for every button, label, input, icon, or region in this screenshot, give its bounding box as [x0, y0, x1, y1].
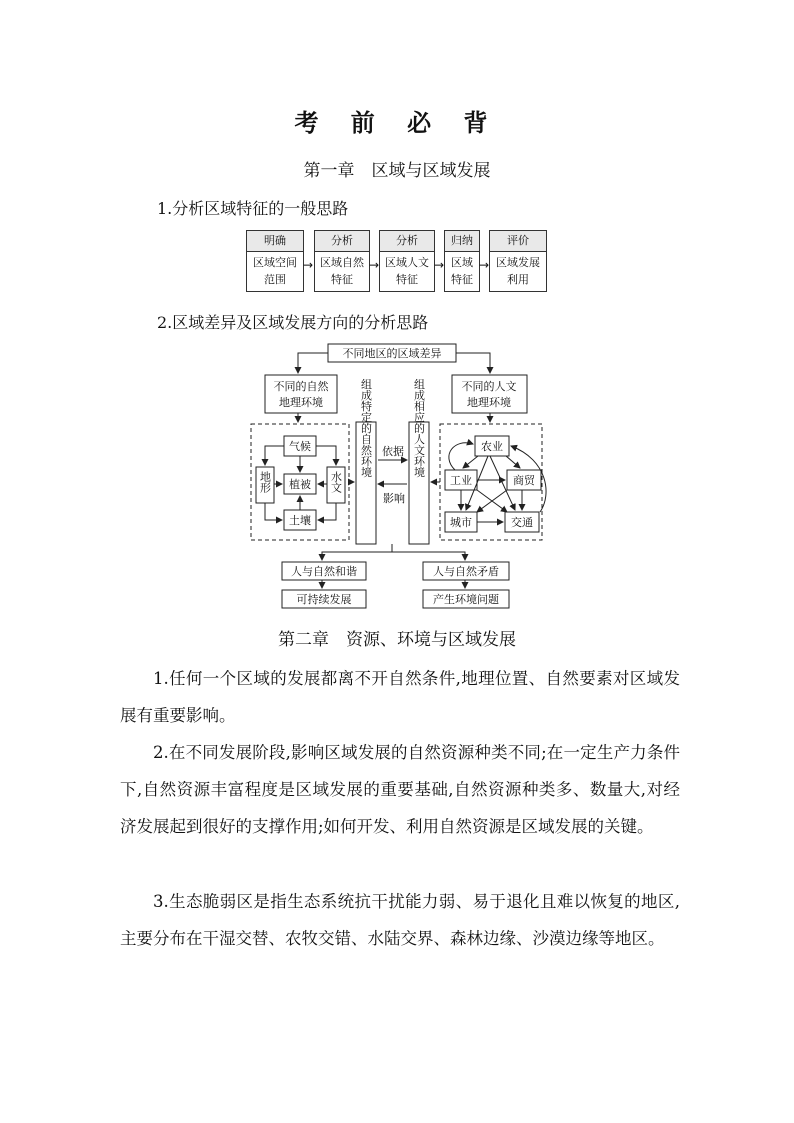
flow-step-body: 区域人文 — [385, 256, 429, 269]
flow-step-body: 特征 — [451, 273, 473, 286]
flow-step-body: 利用 — [507, 273, 529, 286]
chapter1-item2: 2.区域差异及区域发展方向的分析思路 — [157, 313, 429, 332]
mid-left-label: 组成特定的自然环境 — [359, 378, 373, 478]
chapter2-heading: 第二章 资源、环境与区域发展 — [278, 630, 516, 650]
chapter1-heading: 第一章 区域与区域发展 — [303, 161, 491, 181]
arrow-right-icon: → — [303, 258, 314, 272]
left-env-label1: 不同的自然 — [273, 380, 329, 393]
right-env-label2: 地理环境 — [467, 396, 511, 409]
chapter1-item1: 1.分析区域特征的一般思路 — [157, 199, 349, 218]
arrow-right-icon: → — [434, 258, 445, 272]
commerce-label: 商贸 — [513, 474, 535, 487]
flow-step-head: 明确 — [247, 231, 303, 252]
sustainable-label: 可持续发展 — [296, 593, 352, 606]
arrow-right-icon: → — [479, 258, 490, 272]
right-env-label1: 不同的人文 — [461, 380, 517, 393]
mid-right-label: 组成相应的人文环境 — [412, 378, 426, 478]
flow-step-body: 特征 — [396, 273, 418, 286]
chapter2-paragraph-1: 1.任何一个区域的发展都离不开自然条件,地理位置、自然要素对区域发展有重要影响。 — [120, 669, 680, 725]
harmony-label: 人与自然和谐 — [291, 565, 357, 578]
conflict-label: 人与自然矛盾 — [433, 565, 499, 578]
left-env-label2: 地理环境 — [279, 396, 323, 409]
city-label: 城市 — [450, 516, 472, 529]
agriculture-label: 农业 — [481, 440, 503, 453]
arrow-right-icon: → — [369, 258, 380, 272]
flow-step-body: 区域发展 — [496, 256, 540, 269]
chapter2-paragraph-3: 3.生态脆弱区是指生态系统抗干扰能力弱、易于退化且难以恢复的地区,主要分布在干湿交替、农牧交错、水陆交界、森林边缘、沙漠边缘等地区。 — [120, 892, 680, 948]
traffic-label: 交通 — [511, 516, 533, 529]
flow-step-body: 区域自然 — [320, 256, 364, 269]
flow-step-head: 归纳 — [445, 231, 479, 252]
flow-step-body: 区域 — [451, 256, 473, 269]
climate-label: 气候 — [289, 440, 311, 453]
influence-label: 影响 — [383, 492, 405, 505]
top-label: 不同地区的区域差异 — [342, 347, 442, 360]
soil-label: 土壤 — [289, 514, 311, 527]
hydrology-label: 水文 — [329, 471, 343, 493]
flow-step-body: 范围 — [264, 273, 286, 286]
chapter2-paragraph-2: 2.在不同发展阶段,影响区域发展的自然资源种类不同;在一定生产力条件下,自然资源丰富程度是区域发展的重要基础,自然资源种类多、数量大,对经济发展起到很好的支撑作用;如何开发、利用自然资源是区域发展的关键。 — [120, 743, 680, 836]
page-title: 考 前 必 背 — [294, 108, 500, 137]
flow-step-head: 分析 — [315, 231, 369, 252]
terrain-label: 地形 — [258, 471, 272, 493]
env-problem-label: 产生环境问题 — [433, 593, 499, 606]
depend-label: 依据 — [382, 445, 404, 458]
vegetation-label: 植被 — [289, 478, 311, 491]
flow-step-head: 评价 — [490, 231, 546, 252]
flow-step-body: 区域空间 — [253, 256, 297, 269]
industry-label: 工业 — [450, 474, 472, 487]
flow-step-head: 分析 — [380, 231, 434, 252]
flow-step-body: 特征 — [331, 273, 353, 286]
